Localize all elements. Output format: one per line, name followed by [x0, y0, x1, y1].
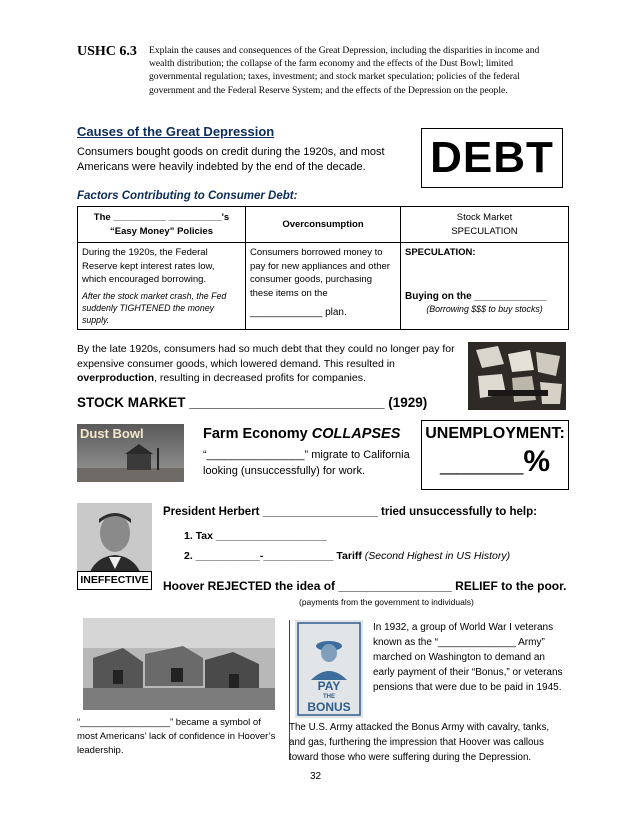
unemployment-title: UNEMPLOYMENT: [425, 425, 565, 442]
army-attack-paragraph: The U.S. Army attacked the Bonus Army with cavalry, tanks, and gas, furthering the impression that Hoover was callous toward those who were suffering during the Depression. [289, 722, 550, 763]
section-title-causes: Causes of the Great Depression [77, 124, 275, 139]
tariff-note: (Second Highest in US History) [361, 550, 511, 562]
speculation-cell [401, 243, 569, 330]
hoover-portrait [77, 503, 152, 590]
rejected-relief-note: (payments from the government to individuals) [299, 597, 474, 607]
poster-word-bonus: BONUS [307, 700, 351, 714]
unemployment-box [421, 420, 569, 490]
hooverville-photo [83, 618, 275, 710]
bonus-army-paragraph: In 1932, a group of World War I veterans known as the “______________ Army” marched on Washington to demand an early payment of their “Bonus,” or veterans pensions that were due to be paid in 1945. [373, 622, 563, 693]
overproduction-paragraph [77, 342, 457, 386]
easy-money-italic-note: After the stock market crash, the Fed suddenly TIGHTENED the money supply. [82, 290, 227, 325]
farm-heading-plain: Farm Economy [203, 426, 312, 442]
farm-migration-text: “________________” migrate to California looking (unsuccessfully) for work. [203, 449, 410, 477]
tariff-blank: 2. ___________-____________ Tariff [184, 550, 362, 562]
speculation-header [401, 207, 569, 243]
ineffective-label: INEFFECTIVE [77, 571, 152, 590]
easy-money-header [78, 207, 246, 243]
causes-text: Consumers bought goods on credit during the 1920s, and most Americans were heavily indebted by the end of the decade. [77, 146, 385, 173]
easy-money-text: During the 1920s, the Federal Reserve kept interest rates low, which encouraged borrowing. [82, 247, 215, 285]
page-number: 32 [310, 771, 322, 782]
farm-heading-italic: COLLAPSES [311, 426, 401, 442]
dust-bowl-photo [77, 424, 184, 482]
standard-description: Explain the causes and consequences of the Great Depression, including the disparities in income and wealth distribution; the collapse of the farm economy and the effects of the Dust Bowl; limited governmental regulation; taxes, investment; and stock market speculation; policies of the federal government and the Federal Reserve System; and the effects of the Depression on the people. [149, 45, 540, 96]
speculation-header-line2: SPECULATION [451, 225, 518, 237]
unemployment-value: _____% [439, 445, 551, 478]
overproduction-term: overproduction [77, 372, 155, 384]
overconsumption-header: Overconsumption [246, 207, 401, 243]
buying-note: (Borrowing $$$ to buy stocks) [426, 304, 543, 314]
easy-money-cell [78, 243, 246, 330]
overconsumption-text: Consumers borrowed money to pay for new appliances and other consumer goods, purchasing these items on the [250, 247, 390, 299]
buying-on-margin-line: Buying on the _____________ [405, 290, 547, 302]
president-line: President Herbert __________________ tried unsuccessfully to help: [163, 506, 537, 518]
poster-word-the: THE [323, 694, 335, 700]
overproduction-text-before: By the late 1920s, consumers had so much debt that they could no longer pay for expensive consumer goods, which lowered demand. This resulted in [77, 343, 455, 370]
overconsumption-cell [246, 243, 401, 330]
stock-market-heading: STOCK MARKET __________________________ (1929) [77, 395, 428, 410]
debt-box: DEBT [421, 128, 563, 188]
standard-code: USHC 6.3 [77, 44, 137, 59]
ticker-tape-photo [468, 342, 566, 410]
hooverville-caption: “_________________” became a symbol of most Americans’ lack of confidence in Hoover’s leadership. [77, 717, 276, 756]
speculation-header-line1: Stock Market [456, 212, 513, 223]
easy-money-header-line1: The __________ __________'s [93, 212, 230, 223]
poster-word-pay: PAY [317, 679, 341, 693]
tax-line: 1. Tax ___________________ [184, 530, 327, 542]
speculation-label: SPECULATION: [405, 247, 476, 258]
easy-money-header-line2: “Easy Money” Policies [110, 225, 213, 237]
bonus-poster-illustration [295, 620, 363, 718]
pay-the-bonus-poster [295, 620, 363, 718]
dust-bowl-label: Dust Bowl [80, 426, 144, 441]
factors-table [77, 206, 569, 330]
farm-economy-heading [203, 426, 400, 442]
tariff-line [184, 550, 510, 562]
hooverville-illustration [83, 618, 275, 710]
overconsumption-blank: _____________ plan. [250, 307, 347, 318]
overproduction-text-after: , resulting in decreased profits for companies. [154, 372, 366, 384]
rejected-relief-line: Hoover REJECTED the idea of _________________ RELIEF to the poor. [163, 579, 567, 593]
factors-heading: Factors Contributing to Consumer Debt: [77, 190, 298, 202]
ticker-tape-illustration [468, 342, 566, 410]
